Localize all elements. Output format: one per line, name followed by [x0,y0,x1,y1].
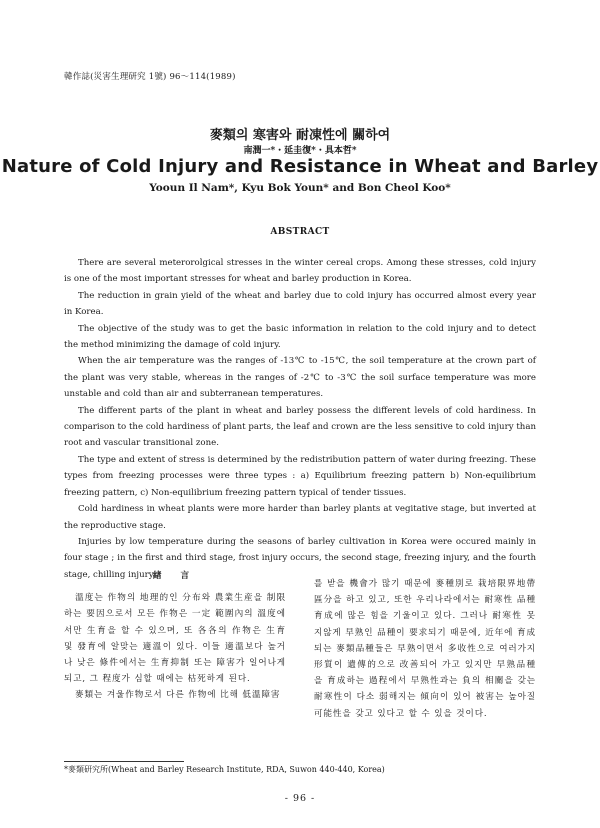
english-title: Nature of Cold Injury and Resistance in Wheat and Barley [1,156,599,177]
abstract-paragraph: When the air temperature was the ranges of -13℃ to -15℃, the soil temperature at the crown part of the plant was very stable, whereas in the ranges of -2℃ to -3℃ the soil surface temperature was more unstable and cold than air and subterranean temperatures. [64,356,536,400]
abstract-paragraph: The type and extent of stress is determined by the redistribution pattern of water during freezing. These types from freezing processes were three types : a) Equilibrium freezing pattern b) Non-equilibrium freezing pattern, c) Non-equilibrium freezing pattern typical of tender tissues. [64,454,536,498]
journal-citation: 韓作誌(災害生理研究 1號) 96～114(1989) [64,72,236,82]
abstract-paragraph: The different parts of the plant in wheat and barley possess the different levels of cold hardiness. In comparison to the cold hardiness of plant parts, the leaf and crown are the less sensitive to cold injury than root and vascular transitional zone. [64,405,536,449]
korean-title: 麥類의 寒害와 耐凍性에 關하여 [209,128,391,143]
body-right-column [314,576,536,722]
body-left-column [64,568,286,704]
abstract-paragraph: There are several meterorolgical stresses in the winter cereal crops. Among these stresses, cold injury is one of the most important stresses for wheat and barley production in Korea. [64,258,536,285]
abstract-paragraph: Cold hardiness in wheat plants were more harder than barley plants at vegitative stage, but inverted at the reproductive stage. [64,504,536,531]
section-heading-introduction: 緖 言 [152,571,198,581]
body-paragraph: 를 받을 機會가 많기 때문에 麥種別로 栽培限界地帶 區分을 하고 있고, 또한 우리나라에서는 耐寒性 品種育成에 많은 힘을 기울이고 있다. 그러나 耐寒性 못지않게 早熟인 品種이 要求되기 때문에, 近年에 育成되는 麥類品種들은 早熟이면서 多收性으로 여러가지 形質이 遺傳的으로 改善되어 가고 있지만 早熟品種을 育成하는 過程에서 早熟性과는 負의 相關을 갖는 耐寒性이 다소 弱해지는 傾向이 있어 被害는 높아질 可能性을 갖고 있다고 할 수 있을 것이다. [314,579,536,719]
abstract-paragraph: The reduction in grain yield of the wheat and barley due to cold injury has occurred almost every year in Korea. [64,290,536,318]
body-paragraph: 溫度는 作物의 地理的인 分布와 農業生産을 制限하는 要因으로서 모든 作物은 一定 範圍內의 溫度에서만 生育을 할 수 있으며, 또 各各의 作物은 生育 및 發育에 알맞는 適溫이 있다. 이들 適溫보다 높거나 낮은 條件에서는 生育抑制 또는 障害가 일어나게 되고, 그 程度가 심할 때에는 枯死하게 된다. [64,593,286,685]
korean-authors: 南潤一*・延圭復*・具本哲* [243,146,357,156]
page-number: - 96 - [284,793,316,804]
abstract-paragraph: The objective of the study was to get the basic information in relation to the cold injury and to detect the method minimizing the damage of cold injury. [64,323,536,351]
affiliation-footnote: *麥類研究所(Wheat and Barley Research Institute, RDA, Suwon 440-440, Korea) [64,765,385,774]
abstract-body [64,255,536,583]
abstract-paragraph: Injuries by low temperature during the seasons of barley cultivation in Korea were occured mainly in four stage ; in the first and third stage, frost injury occurs, the second stage, freezing injury, and the fourth stage, chilling injury. [64,536,536,580]
abstract-heading: ABSTRACT [270,227,330,237]
body-paragraph: 麥類는 겨울作物로서 다른 作物에 比해 低溫障害 [75,690,281,701]
footnote-rule [64,761,184,762]
english-authors: Yooun Il Nam*, Kyu Bok Youn* and Bon Cheol Koo* [149,182,451,194]
